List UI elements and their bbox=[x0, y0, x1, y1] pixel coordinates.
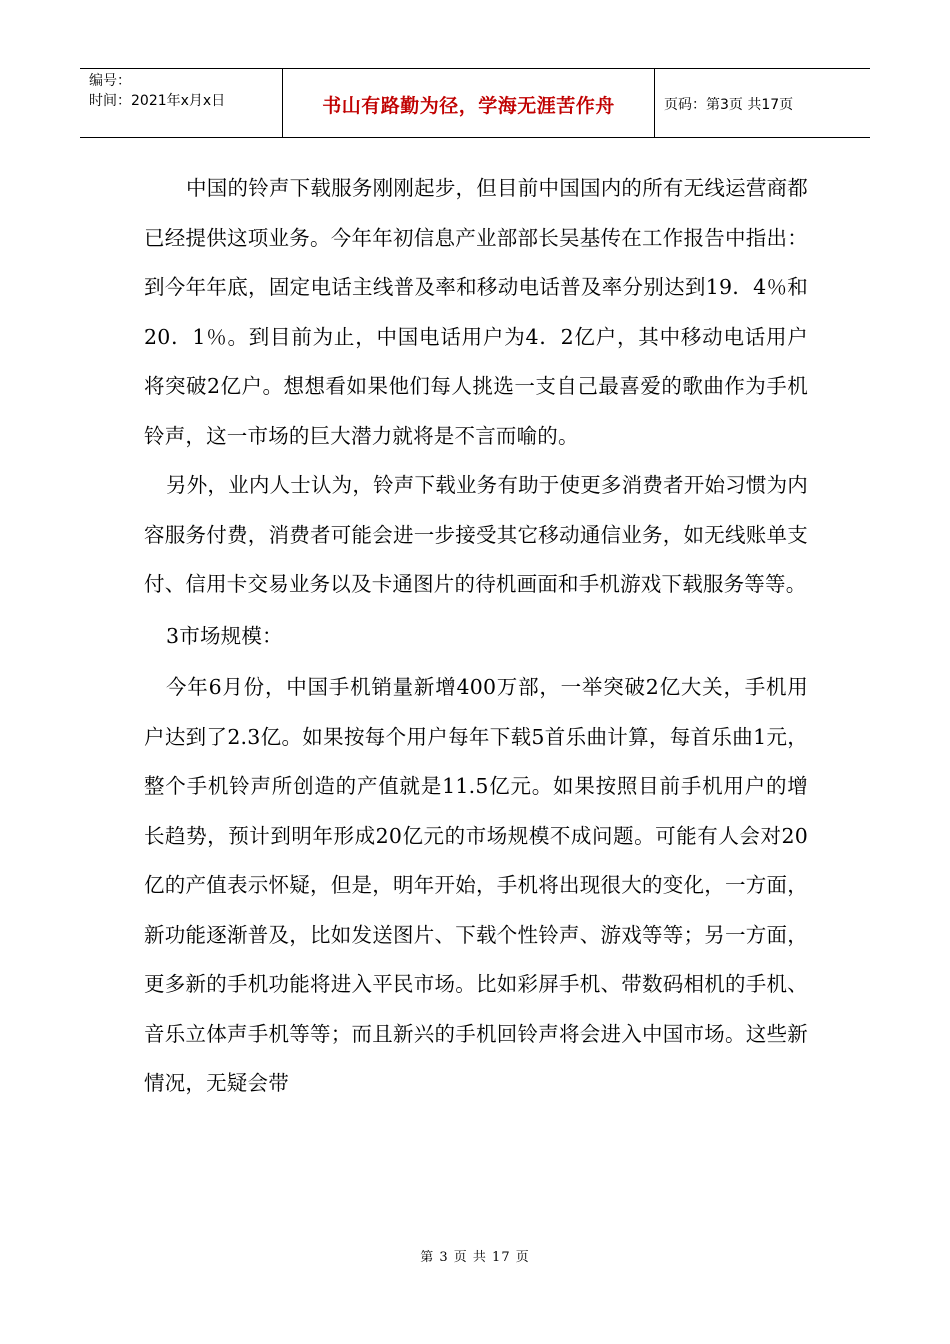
header-page-cell bbox=[655, 69, 870, 137]
document-number-label: 编号： bbox=[89, 73, 131, 89]
header-motto-cell bbox=[283, 69, 655, 137]
document-date-label: 时间：2021年x月x日 bbox=[89, 93, 226, 109]
header-info-cell bbox=[80, 69, 283, 137]
body-paragraph: 另外，业内人士认为，铃声下载业务有助于使更多消费者开始习惯为内容服务付费，消费者可能会进一步接受其它移动通信业务，如无线账单支付、信用卡交易业务以及卡通图片的待机画面和手机游戏下载服务等等。 bbox=[144, 473, 808, 596]
body-paragraph: 今年6月份，中国手机销量新增400万部，一举突破2亿大关，手机用户达到了2.3亿。如果按每个用户每年下载5首乐曲计算，每首乐曲1元，整个手机铃声所创造的产值就是11.5亿元。如果按照目前手机用户的增长趋势，预计到明年形成20亿元的市场规模不成问题。可能有人会对20亿的产值表示怀疑，但是，明年开始，手机将出现很大的变化，一方面，新功能逐渐普及，比如发送图片、下载个性铃声、游戏等等；另一方面，更多新的手机功能将进入平民市场。比如彩屏手机、带数码相机的手机、音乐立体声手机等等；而且新兴的手机回铃声将会进入中国市场。这些新情况，无疑会带 bbox=[144, 675, 808, 1095]
document-body bbox=[144, 164, 808, 1109]
document-header bbox=[80, 68, 870, 138]
header-motto: 书山有路勤为径，学海无涯苦作舟 bbox=[322, 95, 615, 117]
header-page-number: 页码：第3页 共17页 bbox=[664, 97, 794, 113]
body-paragraph: 中国的铃声下载服务刚刚起步，但目前中国国内的所有无线运营商都已经提供这项业务。今年年初信息产业部部长吴基传在工作报告中指出：到今年年底，固定电话主线普及率和移动电话普及率分别达到19．4％和20．1％。到目前为止，中国电话用户为4．2亿户，其中移动电话用户将突破2亿户。想想看如果他们每人挑选一支自己最喜爱的歌曲作为手机铃声，这一市场的巨大潜力就将是不言而喻的。 bbox=[144, 176, 808, 448]
page-footer: 第 3 页 共 17 页 bbox=[420, 1250, 530, 1265]
section-heading: 3市场规模： bbox=[166, 623, 283, 648]
